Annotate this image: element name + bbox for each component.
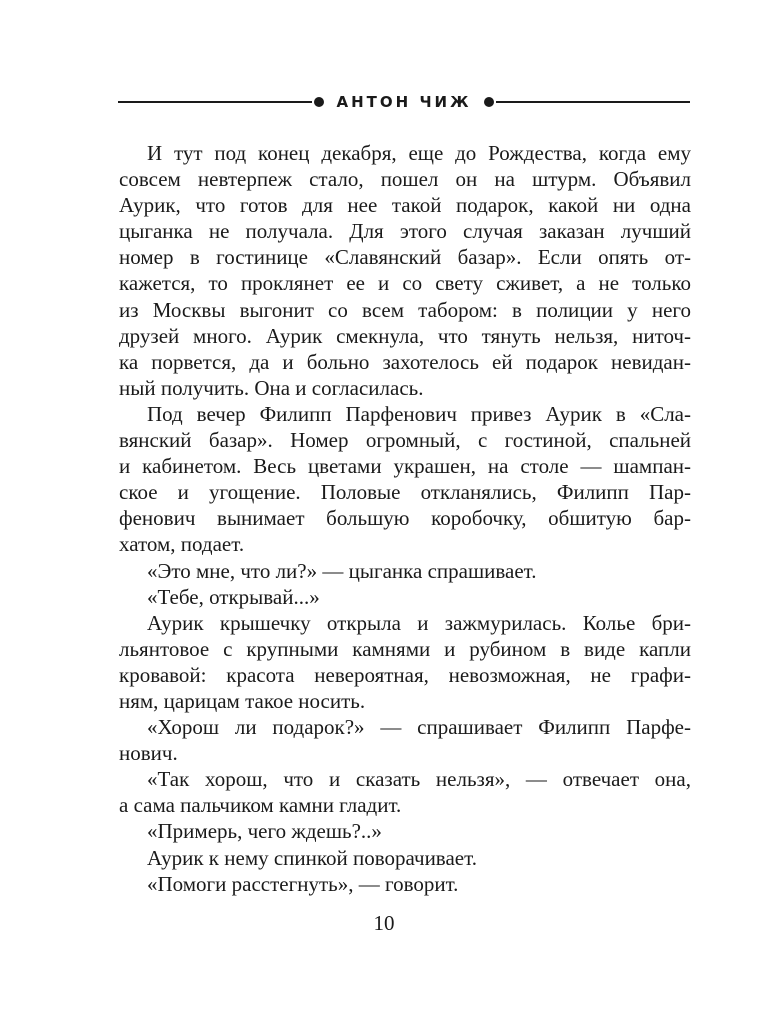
text-line: Аурик, что готов для нее такой подарок, какой ни одна	[119, 193, 691, 218]
text-line: ское и угощение. Половые откланялись, Филипп Пар-	[119, 480, 691, 505]
text-line: ный получить. Она и согласилась.	[119, 375, 424, 400]
text-line: льянтовое с крупными камнями и рубином в виде капли	[119, 636, 691, 661]
text-line: кровавой: красота невероятная, невозможная, не графи-	[119, 662, 691, 687]
text-line: «Хорош ли подарок?» — спрашивает Филипп Парфе-	[147, 715, 691, 740]
page-number: 10	[373, 911, 395, 935]
header-dot-left	[314, 97, 324, 107]
text-line: «Тебе, открывай...»	[147, 584, 320, 609]
text-line: Под вечер Филипп Парфенович привез Аурик в «Сла-	[147, 401, 691, 426]
body-text	[119, 140, 691, 897]
text-line: друзей много. Аурик смекнула, что тянуть нельзя, ниточ-	[119, 323, 691, 348]
header-author-name: АНТОН ЧИЖ	[336, 93, 472, 111]
text-line: фенович вынимает большую коробочку, обшитую бар-	[119, 506, 691, 531]
text-line: кажется, то проклянет ее и со свету сживет, а не только	[119, 271, 691, 296]
text-line: «Так хорош, что и сказать нельзя», — отвечает она,	[147, 767, 691, 792]
text-line: а сама пальчиком камни гладит.	[119, 793, 402, 818]
text-line: из Москвы выгонит со всем табором: в полиции у него	[119, 297, 691, 322]
text-line: совсем невтерпеж стало, пошел он на штурм. Объявил	[119, 167, 691, 192]
text-line: вянский базар». Номер огромный, с гостиной, спальней	[119, 428, 691, 453]
header-dot-right	[484, 97, 494, 107]
header-rule-left	[118, 101, 312, 103]
text-line: Аурик крышечку открыла и зажмурилась. Колье бри-	[147, 610, 691, 635]
text-line: ка порвется, да и больно захотелось ей подарок невидан-	[119, 349, 691, 374]
text-line: Аурик к нему спинкой поворачивает.	[147, 845, 477, 870]
header-rule-right	[496, 101, 690, 103]
text-line: «Помоги расстегнуть», — говорит.	[147, 871, 459, 896]
text-line: И тут под конец декабря, еще до Рождества, когда ему	[147, 141, 691, 165]
running-header	[118, 88, 690, 116]
text-line: ням, царицам такое носить.	[119, 688, 366, 713]
text-line: и кабинетом. Весь цветами украшен, на столе — шампан-	[119, 454, 691, 479]
text-line: цыганка не получала. Для этого случая заказан лучший	[119, 219, 691, 244]
text-line: хатом, подает.	[119, 532, 245, 557]
text-line: нович.	[119, 741, 178, 766]
text-line: номер в гостинице «Славянский базар». Если опять от-	[119, 245, 691, 270]
text-line: «Это мне, что ли?» — цыганка спрашивает.	[147, 558, 537, 583]
text-line: «Примерь, чего ждешь?..»	[147, 819, 382, 844]
